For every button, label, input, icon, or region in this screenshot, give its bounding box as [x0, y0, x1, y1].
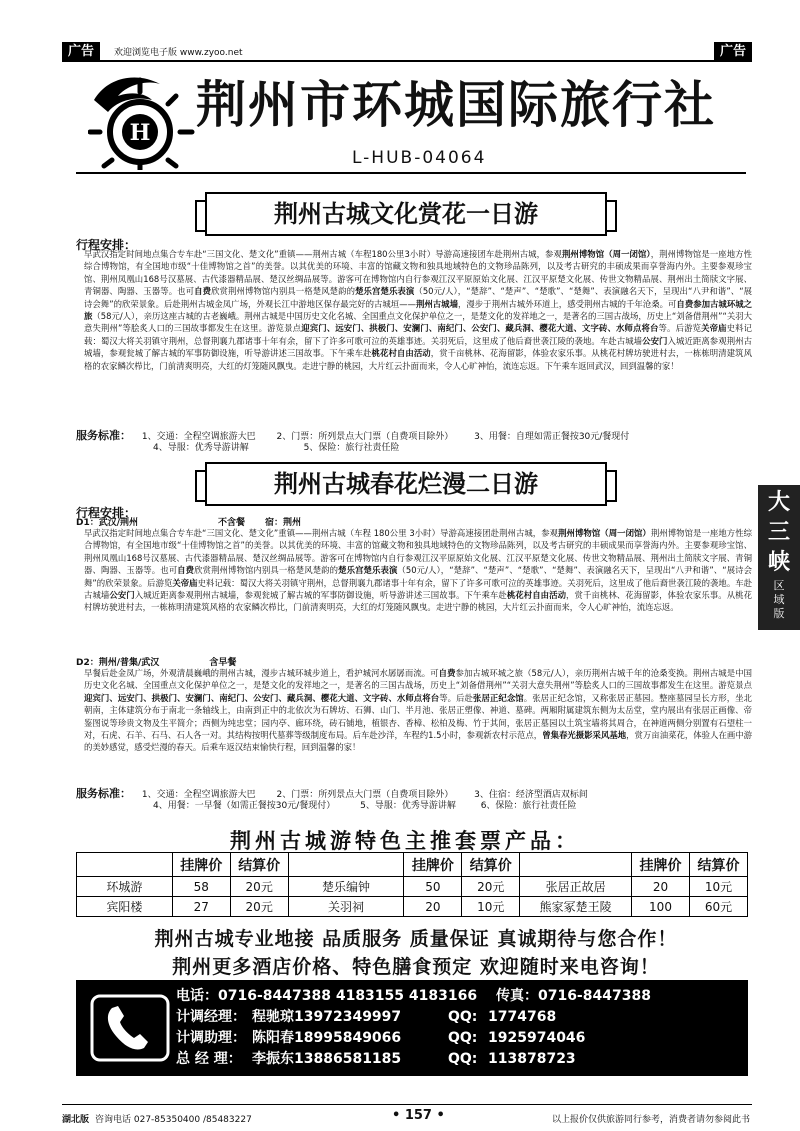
page-number: • 157 •	[392, 1108, 445, 1123]
trip1-service-item: 4、导服：优秀导游讲解	[153, 443, 249, 453]
price-table-header: 挂牌价 结算价 挂牌价 结算价 挂牌价 结算价	[77, 853, 748, 877]
trip2-service-item: 5、导服：优秀导游讲解	[360, 801, 456, 811]
contact-box	[76, 980, 748, 1076]
ad-tag-left: 广告	[62, 42, 100, 62]
trip1-itinerary-label: 行程安排：	[76, 238, 137, 252]
trip1-service-item: 2、门票：所列景点大门票（自费项目除外）	[276, 432, 454, 442]
trip1-service-item: 3、用餐：自理如需正餐按30元/餐现付	[474, 432, 630, 442]
contact-row: 计调助理： 陈阳春18995849066 QQ: 1925974046	[176, 1030, 586, 1046]
price-table	[76, 852, 748, 917]
slogan-inquiry: 荆州更多酒店价格、特色膳食预定 欢迎随时来电咨询！	[172, 956, 660, 978]
table-row: 宾阳楼 27 20元 关羽祠 20 10元 熊家冢楚王陵 100 60元	[77, 897, 748, 917]
region-side-tab: 大 三 峡 区 域 版	[758, 485, 800, 630]
table-row: 环城游 58 20元 楚乐编钟 50 20元 张居正故居 20 10元	[77, 877, 748, 897]
trip2-itinerary-label: 行程安排：	[76, 506, 137, 520]
svg-text:H: H	[129, 120, 151, 146]
footer-left: 湖北版 咨询电话 027-85350400 /85483227	[62, 1115, 252, 1125]
slogan-quality: 荆州古城专业地接 品质服务 质量保证 真诚期待与您合作！	[154, 928, 678, 950]
company-name: 荆州市环城国际旅行社	[196, 75, 716, 134]
telephone-icon	[90, 994, 170, 1062]
trip2-service-item: 1、交通：全程空调旅游大巴	[141, 790, 256, 800]
divider	[76, 172, 746, 174]
trip1-service-item: 1、交通：全程空调旅游大巴	[141, 432, 256, 442]
trip1-itinerary-text: 早武汉指定时间地点集合专车赴“三国文化、楚文化”重镇——荆州古城（车程180公里3小时）导游高速接团车赴荆州古城，参观荆州博物馆（周一闭馆），荆州博物馆是一座地方性综合博物馆，有全国地市级“十佳博物馆之首”的美誉。以其优美的环境、丰富的馆藏文物和独具地域特色的文物珍品陈列，以及考古研究的丰硕成果而享誉海内外。主要参观珍宝馆、荆州凤凰山168号汉墓展、古代漆器精品展、楚汉丝绸品展等。游客可在博物馆内自行参观江汉平原原始文化展、江汉平原楚文化展、传世文物精品展、荆州出土简牍文字展、青铜器、陶器、玉器等。也可自费欣赏荆州博物馆内别具一格楚风楚韵的楚乐宫楚乐表演（50元/人），“楚辞”、“楚声”、“楚歌”、“楚舞”、表演融名天下，呈现出“八尹和谐”、“展诗会舞”的欣荣景象。后赴荆州古城金凤广场，外观长江中游地区保存最完好的古城垣——荆州古城墙，漫步于荆州古城外环道上，感受荆州古城的千年沧桑。可自费参加古城环城之旅（58元/人），亲历这座古城的古老巍峨。荆州古城是中国历史文化名城、全国重点文化保护单位之一，是楚文化的发祥地之一，是著名的三国古战场，历史上“刘备借荆州”“关羽大意失荆州”等脍炙人口的三国故事都发生在这里。游览景点迎宾门、远安门、拱极门、安澜门、南纪门、公安门、藏兵洞、樱花大道、文字砖、水师点将台等。后游览关帝庙史料记载：蜀汉大将关羽镇守荆州，总督荆襄九郡诸事十年有余，留下了许多可歌可泣的英雄事迹。关羽死后，这里成了他后裔世袭江陵的袭地。车赴古城墙公安门入城近距离参观荆州古城墙，参观瓮城了解古城的军事防御设施，听导游讲述三国故事。下午乘车赴桃花村自由活动，赏千亩桃林、花海留影，体验农家乐事。从桃花村牌坊驶进村去，一栋栋明清建筑风格的农家鳞次栉比，门前清爽明亮，大红的灯笼随风飘曳。走进宁静的桃园，大片红云扑面而来，令人心旷神怡，流连忘返。下午乘车返回武汉，回到温馨的家！	[84, 249, 753, 371]
trip2-title: 荆州古城春花烂漫二日游	[205, 462, 607, 506]
trip2-service-label: 服务标准：	[76, 787, 131, 800]
day2-header: D2：荆州/普集/武汉 含早餐	[76, 658, 237, 668]
contact-row: 总 经 理： 李振东13886581185 QQ: 113878723	[176, 1051, 576, 1067]
contact-row: 计调经理： 程驰琼13972349997 QQ: 1774768	[176, 1009, 557, 1025]
divider	[62, 1104, 752, 1105]
welcome-text: 欢迎浏览电子版 www.zyoo.net	[114, 48, 243, 58]
day1-text: 早武汉指定时间地点集合专车赴“三国文化、楚文化”重镇——荆州古城（车程 180公里 3小时）导游高速接团赴荆州古城，参观荆州博物馆（周一闭馆）荆州博物馆是一座地方性综合博物馆，有全国地市级“十佳博物馆之首”的美誉。以其优美的环境、丰富的馆藏文物和独具地域特色的文物珍品陈列，以及考古研究的丰硕成果而享誉海内外。主要参观珍宝馆、荆州凤凰山168号汉墓展、古代漆器精品展、楚汉丝绸品展等。游客可在博物馆内自行参观江汉平原原始文化展、江汉平原楚文化展、传世文物精品展、荆州出土简牍文字展、青铜器、陶器、玉器等。也可自费欣赏荆州博物馆内别具一格楚风楚韵的楚乐宫楚乐表演（50元/人），“楚辞”、“楚声”、“楚歌”、“楚舞”、表演融名天下，呈现出“八尹和谐”、“展诗会舞”的欣荣景象。后游览关帝庙史料记载：蜀汉大将关羽镇守荆州，总督荆襄九郡诸事十年有余，留下了许多可歌可泣的英雄事迹。关羽死后，这里成了他后裔世袭江陵的袭地。车赴古城墙公安门入城近距离参观荆州古城墙，参观瓮城了解古城的军事防御设施，听导游讲述三国故事。下午乘车赴桃花村自由活动，赏千亩桃林、花海留影，体验农家乐事。从桃花村牌坊驶进村去，一栋栋明清建筑风格的农家鳞次栉比，门前清爽明亮，大红的灯笼随风飘曳。走进宁静的桃园，大片红云扑面而来，令人心旷神怡，流连忘返。	[84, 528, 753, 613]
license-number: L-HUB-04064	[352, 148, 487, 168]
product-banner: 荆州古城游特色主推套票产品：	[230, 828, 580, 853]
day2-text: 早餐后赴金凤广场，外观清晨巍峨的荆州古城，漫步古城环城步道上，看护城河水孱孱而流。可自费参加古城环城之旅（58元/人），亲历荆州古城千年的沧桑变换。荆州古城是中国历史文化名城、全国重点文化保护单位之一，是楚文化的发祥地之一，是著名的三国古战场，历史上“刘备借荆州”“关羽大意失荆州”等脍炙人口的三国故事都发生在这里。游览景点迎宾门、远安门、拱极门、安澜门、南纪门、公安门、藏兵洞、樱花大道、文字砖、水师点将台等。后赴张居正纪念馆。张居正纪念馆，又称张居正墓园。整座墓园呈长方形，坐北朝南，主体建筑分布于南北一条轴线上，由南到正中的北依次为石牌坊、石狮、山门、半月池、张居正塑像、神道、墓碑。两厢附属建筑东侧为太岳堂，堂内展出有张居正画像、帝鉴图说等珍贵文物及生平简介；西侧为纯忠堂；园内亭、廊环绕，砖石铺地，植银杏、香樟、松柏及梅、竹于其间，张居正墓园以土筑宝墙将其周合，在神道两侧分别置有石望柱一对，石虎、石羊、石马、石人各一对。其结构按明代墓葬等级制度布局。后车赴沙洋，车程约1.5小时，参观新农村示范点，曾集春光摄影采风基地，赏万亩油菜花，体验人在画中游的美妙感觉，感受烂漫的春天。后乘车返汉结束愉快行程，回到温馨的家！	[84, 668, 753, 753]
trip1-services-line2	[153, 442, 421, 455]
trip2-services-line2	[153, 800, 598, 813]
trip1-service-label: 服务标准：	[76, 429, 131, 442]
trip2-service-item: 2、门票：所列景点大门票（自费项目除外）	[276, 790, 454, 800]
trip1-title: 荆州古城文化赏花一日游	[205, 192, 607, 236]
trip2-service-item: 6、保险：旅行社责任险	[480, 801, 577, 811]
footer-note: 以上报价仅供旅游同行参考，消费者请勿参阅此书	[551, 1115, 750, 1125]
contact-phone-line: 电话：0716-8447388 4183155 4183166 传真：0716-8447388	[176, 988, 651, 1004]
top-bar	[62, 42, 752, 62]
company-logo	[88, 70, 196, 170]
trip1-service-item: 5、保险：旅行社责任险	[303, 443, 400, 453]
trip2-service-item: 4、用餐：一早餐（如需正餐按30元/餐现付）	[153, 801, 336, 811]
trip2-service-item: 3、住宿：经济型酒店双标间	[474, 790, 588, 800]
ad-tag-right: 广告	[714, 42, 752, 62]
day1-header: D1：武汉/荆州 不含餐 宿：荆州	[76, 518, 302, 528]
